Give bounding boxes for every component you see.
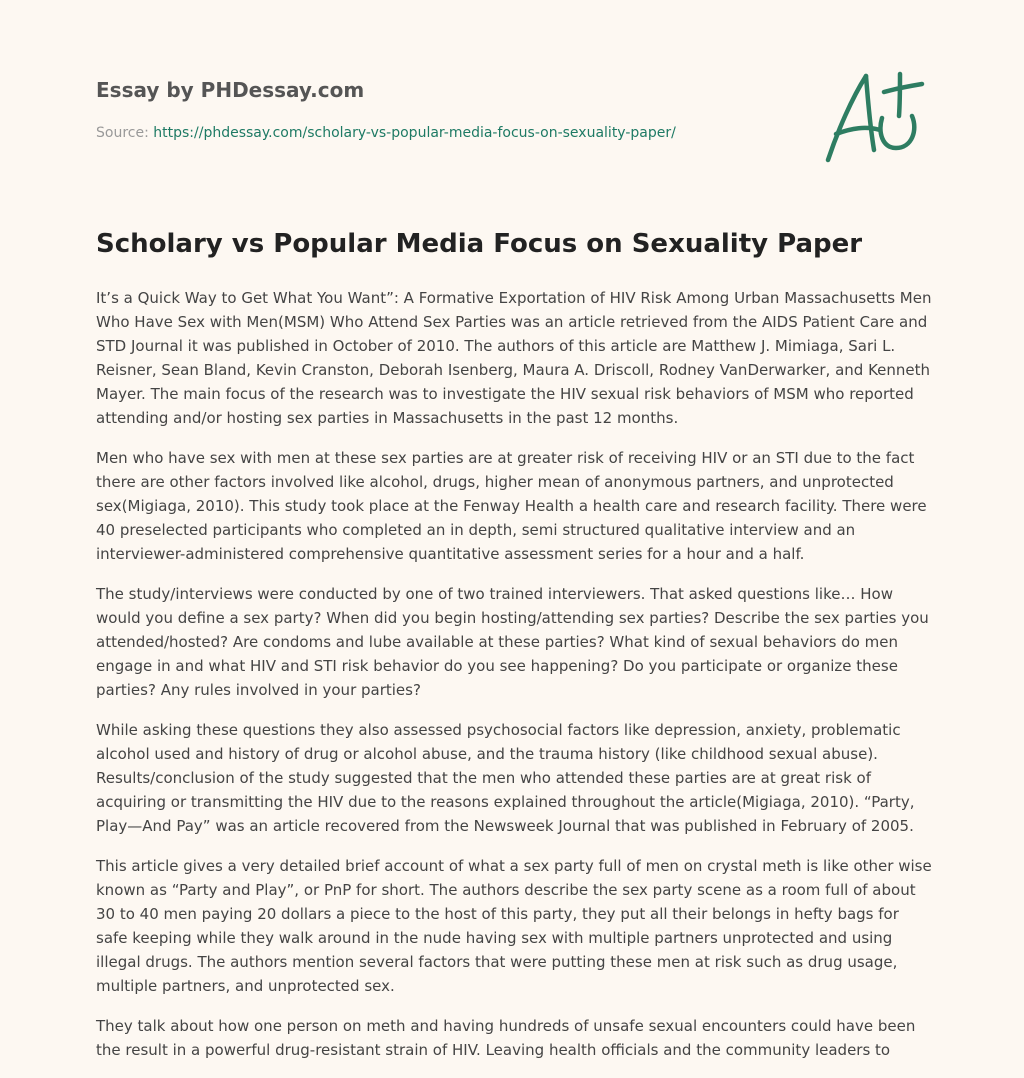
page-header: [96, 76, 796, 143]
paragraph: Men who have sex with men at these sex parties are at greater risk of receiving HIV or an STI due to the fact there are other factors involved like alcohol, drugs, higher mean of anonymous partners, and unprotected sex(Migiaga, 2010). This study took place at the Fenway Health a health care and research facility. There were 40 preselected participants who completed an in depth, semi structured qualitative interview and an interviewer-administered comprehensive quantitative assessment series for a hour and a half.: [96, 449, 927, 563]
site-title: Essay by PHDessay.com: [96, 78, 365, 102]
paragraph: This article gives a very detailed brief account of what a sex party full of men on crystal meth is like other wise known as “Party and Play”, or PnP for short. The authors describe the sex party scene as a room full of about 30 to 40 men paying 20 dollars a piece to the host of this party, they put all their belongs in hefty bags for safe keeping while they walk around in the nude having sex with multiple partners unprotected and using illegal drugs. The authors mention several factors that were putting these men at risk such as drug usage, multiple partners, and unprotected sex.: [96, 857, 932, 995]
article-body: [96, 286, 934, 1078]
article-title: Scholary vs Popular Media Focus on Sexuality Paper: [96, 229, 863, 259]
a-plus-logo: [820, 68, 930, 164]
paragraph: While asking these questions they also assessed psychosocial factors like depression, anxiety, problematic alcohol used and history of drug or alcohol abuse, and the trauma history (like childhood sexual abuse). Results/conclusion of the study suggested that the men who attended these parties are at great risk of acquiring or transmitting the HIV due to the reasons explained throughout the article(Migiaga, 2010). “Party, Play—And Pay” was an article recovered from the Newsweek Journal that was published in February of 2005.: [96, 721, 915, 835]
source-line: [96, 123, 796, 143]
source-link[interactable]: https://phdessay.com/scholary-vs-popular-media-focus-on-sexuality-paper/: [153, 125, 676, 141]
paragraph: It’s a Quick Way to Get What You Want”: A Formative Exportation of HIV Risk Among Urban Massachusetts Men Who Have Sex with Men(MSM) Who Attend Sex Parties was an article retrieved from the AIDS Patient Care and STD Journal it was published in October of 2010. The authors of this article are Matthew J. Mimiaga, Sari L. Reisner, Sean Bland, Kevin Cranston, Deborah Isenberg, Maura A. Driscoll, Rodney VanDerwarker, and Kenneth Mayer. The main focus of the research was to investigate the HIV sexual risk behaviors of MSM who reported attending and/or hosting sex parties in Massachusetts in the past 12 months.: [96, 289, 932, 427]
source-label: Source:: [96, 125, 149, 141]
paragraph: They talk about how one person on meth and having hundreds of unsafe sexual encounters could have been the result in a powerful drug-resistant strain of HIV. Leaving health officials and the community leaders to: [96, 1017, 916, 1059]
paragraph: The study/interviews were conducted by one of two trained interviewers. That asked questions like… How would you define a sex party? When did you begin hosting/attending sex parties? Describe the sex parties you attended/hosted? Are condoms and lube available at these parties? What kind of sexual behaviors do men engage in and what HIV and STI risk behavior do you see happening? Do you participate or organize these parties? Any rules involved in your parties?: [96, 585, 929, 699]
